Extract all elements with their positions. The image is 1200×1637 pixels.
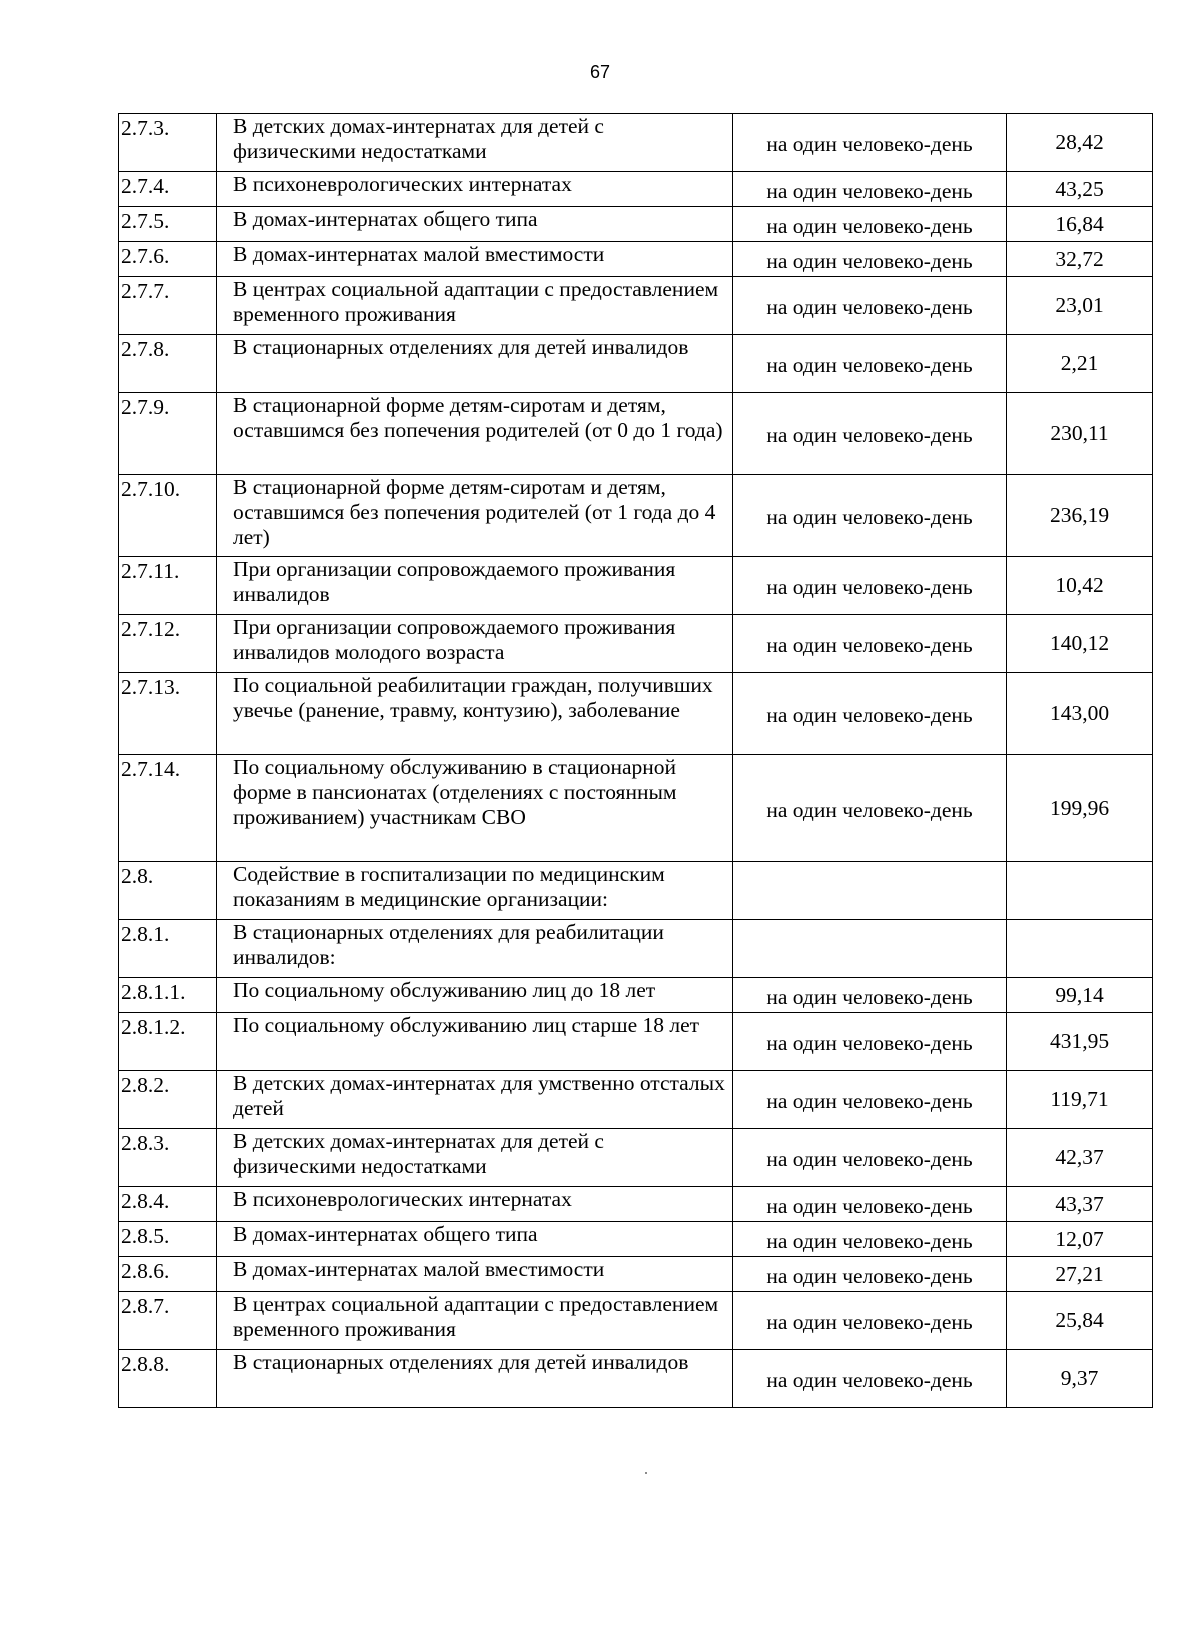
item-value: 12,07 <box>1007 1222 1153 1257</box>
item-description: При организации сопровождаемого проживания инвалидов молодого возраста <box>217 615 733 673</box>
item-description: В стационарных отделениях для реабилитации инвалидов: <box>217 920 733 978</box>
item-unit <box>733 862 1007 920</box>
item-description: По социальной реабилитации граждан, получивших увечье (ранение, травму, контузию), заболевание <box>217 673 733 755</box>
table-row <box>119 393 1153 475</box>
item-number: 2.8.1.1. <box>119 978 217 1013</box>
item-value: 27,21 <box>1007 1257 1153 1292</box>
scan-speck <box>645 1472 647 1474</box>
item-description: В стационарной форме детям-сиротам и детям, оставшимся без попечения родителей (от 0 до 1 года) <box>217 393 733 475</box>
item-description: В домах-интернатах общего типа <box>217 207 733 242</box>
item-number: 2.7.8. <box>119 335 217 393</box>
item-unit: на один человеко-день <box>733 1013 1007 1071</box>
item-number: 2.8.3. <box>119 1129 217 1187</box>
item-unit: на один человеко-день <box>733 207 1007 242</box>
item-value: 236,19 <box>1007 475 1153 557</box>
item-unit: на один человеко-день <box>733 978 1007 1013</box>
item-value: 43,25 <box>1007 172 1153 207</box>
item-unit: на один человеко-день <box>733 1187 1007 1222</box>
table-row <box>119 1129 1153 1187</box>
table-row <box>119 1187 1153 1222</box>
item-unit: на один человеко-день <box>733 277 1007 335</box>
item-unit: на один человеко-день <box>733 557 1007 615</box>
table-row <box>119 978 1153 1013</box>
item-number: 2.7.13. <box>119 673 217 755</box>
item-value: 16,84 <box>1007 207 1153 242</box>
item-value: 42,37 <box>1007 1129 1153 1187</box>
item-unit: на один человеко-день <box>733 475 1007 557</box>
item-number: 2.7.14. <box>119 755 217 862</box>
item-unit: на один человеко-день <box>733 393 1007 475</box>
item-value: 32,72 <box>1007 242 1153 277</box>
item-number: 2.8.7. <box>119 1292 217 1350</box>
item-description: В стационарных отделениях для детей инвалидов <box>217 1350 733 1408</box>
item-description: В центрах социальной адаптации с предоставлением временного проживания <box>217 277 733 335</box>
item-value: 9,37 <box>1007 1350 1153 1408</box>
item-value: 28,42 <box>1007 114 1153 172</box>
item-description: В центрах социальной адаптации с предоставлением временного проживания <box>217 1292 733 1350</box>
tariff-table <box>118 113 1153 1408</box>
item-number: 2.7.3. <box>119 114 217 172</box>
table-row <box>119 862 1153 920</box>
table-row <box>119 1071 1153 1129</box>
item-description: В стационарных отделениях для детей инвалидов <box>217 335 733 393</box>
item-number: 2.8. <box>119 862 217 920</box>
item-number: 2.7.11. <box>119 557 217 615</box>
table-row <box>119 557 1153 615</box>
item-value: 23,01 <box>1007 277 1153 335</box>
item-value: 43,37 <box>1007 1187 1153 1222</box>
table-row <box>119 1222 1153 1257</box>
item-number: 2.7.12. <box>119 615 217 673</box>
item-unit: на один человеко-день <box>733 335 1007 393</box>
item-description: В домах-интернатах общего типа <box>217 1222 733 1257</box>
table-row <box>119 615 1153 673</box>
item-unit: на один человеко-день <box>733 1257 1007 1292</box>
table-row <box>119 755 1153 862</box>
item-value: 431,95 <box>1007 1013 1153 1071</box>
table-row <box>119 1013 1153 1071</box>
item-unit: на один человеко-день <box>733 1129 1007 1187</box>
item-value <box>1007 862 1153 920</box>
item-unit: на один человеко-день <box>733 615 1007 673</box>
item-description: В домах-интернатах малой вместимости <box>217 1257 733 1292</box>
item-description: В психоневрологических интернатах <box>217 172 733 207</box>
table-row <box>119 1257 1153 1292</box>
item-value: 2,21 <box>1007 335 1153 393</box>
item-number: 2.8.4. <box>119 1187 217 1222</box>
item-description: В стационарной форме детям-сиротам и детям, оставшимся без попечения родителей (от 1 года до 4 лет) <box>217 475 733 557</box>
item-description: По социальному обслуживанию в стационарной форме в пансионатах (отделениях с постоянным проживанием) участникам СВО <box>217 755 733 862</box>
table-row <box>119 920 1153 978</box>
item-unit: на один человеко-день <box>733 1350 1007 1408</box>
item-value: 99,14 <box>1007 978 1153 1013</box>
item-number: 2.8.1.2. <box>119 1013 217 1071</box>
item-value: 140,12 <box>1007 615 1153 673</box>
item-value: 119,71 <box>1007 1071 1153 1129</box>
item-description: По социальному обслуживанию лиц старше 18 лет <box>217 1013 733 1071</box>
item-unit: на один человеко-день <box>733 114 1007 172</box>
table-row <box>119 673 1153 755</box>
item-value <box>1007 920 1153 978</box>
table-row <box>119 172 1153 207</box>
item-value: 143,00 <box>1007 673 1153 755</box>
item-number: 2.7.6. <box>119 242 217 277</box>
table-row <box>119 1350 1153 1408</box>
item-description: При организации сопровождаемого проживания инвалидов <box>217 557 733 615</box>
table-row <box>119 1292 1153 1350</box>
table-body <box>119 114 1153 1408</box>
table-row <box>119 114 1153 172</box>
item-unit: на один человеко-день <box>733 1071 1007 1129</box>
item-unit: на один человеко-день <box>733 242 1007 277</box>
item-description: В домах-интернатах малой вместимости <box>217 242 733 277</box>
item-description: В детских домах-интернатах для детей с физическими недостатками <box>217 114 733 172</box>
item-value: 25,84 <box>1007 1292 1153 1350</box>
table-row <box>119 475 1153 557</box>
item-description: По социальному обслуживанию лиц до 18 лет <box>217 978 733 1013</box>
item-number: 2.7.10. <box>119 475 217 557</box>
item-unit: на один человеко-день <box>733 673 1007 755</box>
item-unit <box>733 920 1007 978</box>
table-row <box>119 242 1153 277</box>
item-unit: на один человеко-день <box>733 1222 1007 1257</box>
item-number: 2.8.2. <box>119 1071 217 1129</box>
item-description: В детских домах-интернатах для детей с физическими недостатками <box>217 1129 733 1187</box>
item-number: 2.7.4. <box>119 172 217 207</box>
page-number: 67 <box>589 62 611 82</box>
table-row <box>119 277 1153 335</box>
item-description: В детских домах-интернатах для умственно отсталых детей <box>217 1071 733 1129</box>
item-number: 2.7.7. <box>119 277 217 335</box>
table-row <box>119 335 1153 393</box>
item-value: 230,11 <box>1007 393 1153 475</box>
item-description: В психоневрологических интернатах <box>217 1187 733 1222</box>
item-unit: на один человеко-день <box>733 755 1007 862</box>
item-number: 2.8.6. <box>119 1257 217 1292</box>
item-value: 10,42 <box>1007 557 1153 615</box>
item-number: 2.8.1. <box>119 920 217 978</box>
item-unit: на один человеко-день <box>733 172 1007 207</box>
item-number: 2.7.9. <box>119 393 217 475</box>
item-description: Содействие в госпитализации по медицинским показаниям в медицинские организации: <box>217 862 733 920</box>
item-number: 2.8.8. <box>119 1350 217 1408</box>
table-row <box>119 207 1153 242</box>
item-number: 2.8.5. <box>119 1222 217 1257</box>
item-number: 2.7.5. <box>119 207 217 242</box>
item-value: 199,96 <box>1007 755 1153 862</box>
item-unit: на один человеко-день <box>733 1292 1007 1350</box>
